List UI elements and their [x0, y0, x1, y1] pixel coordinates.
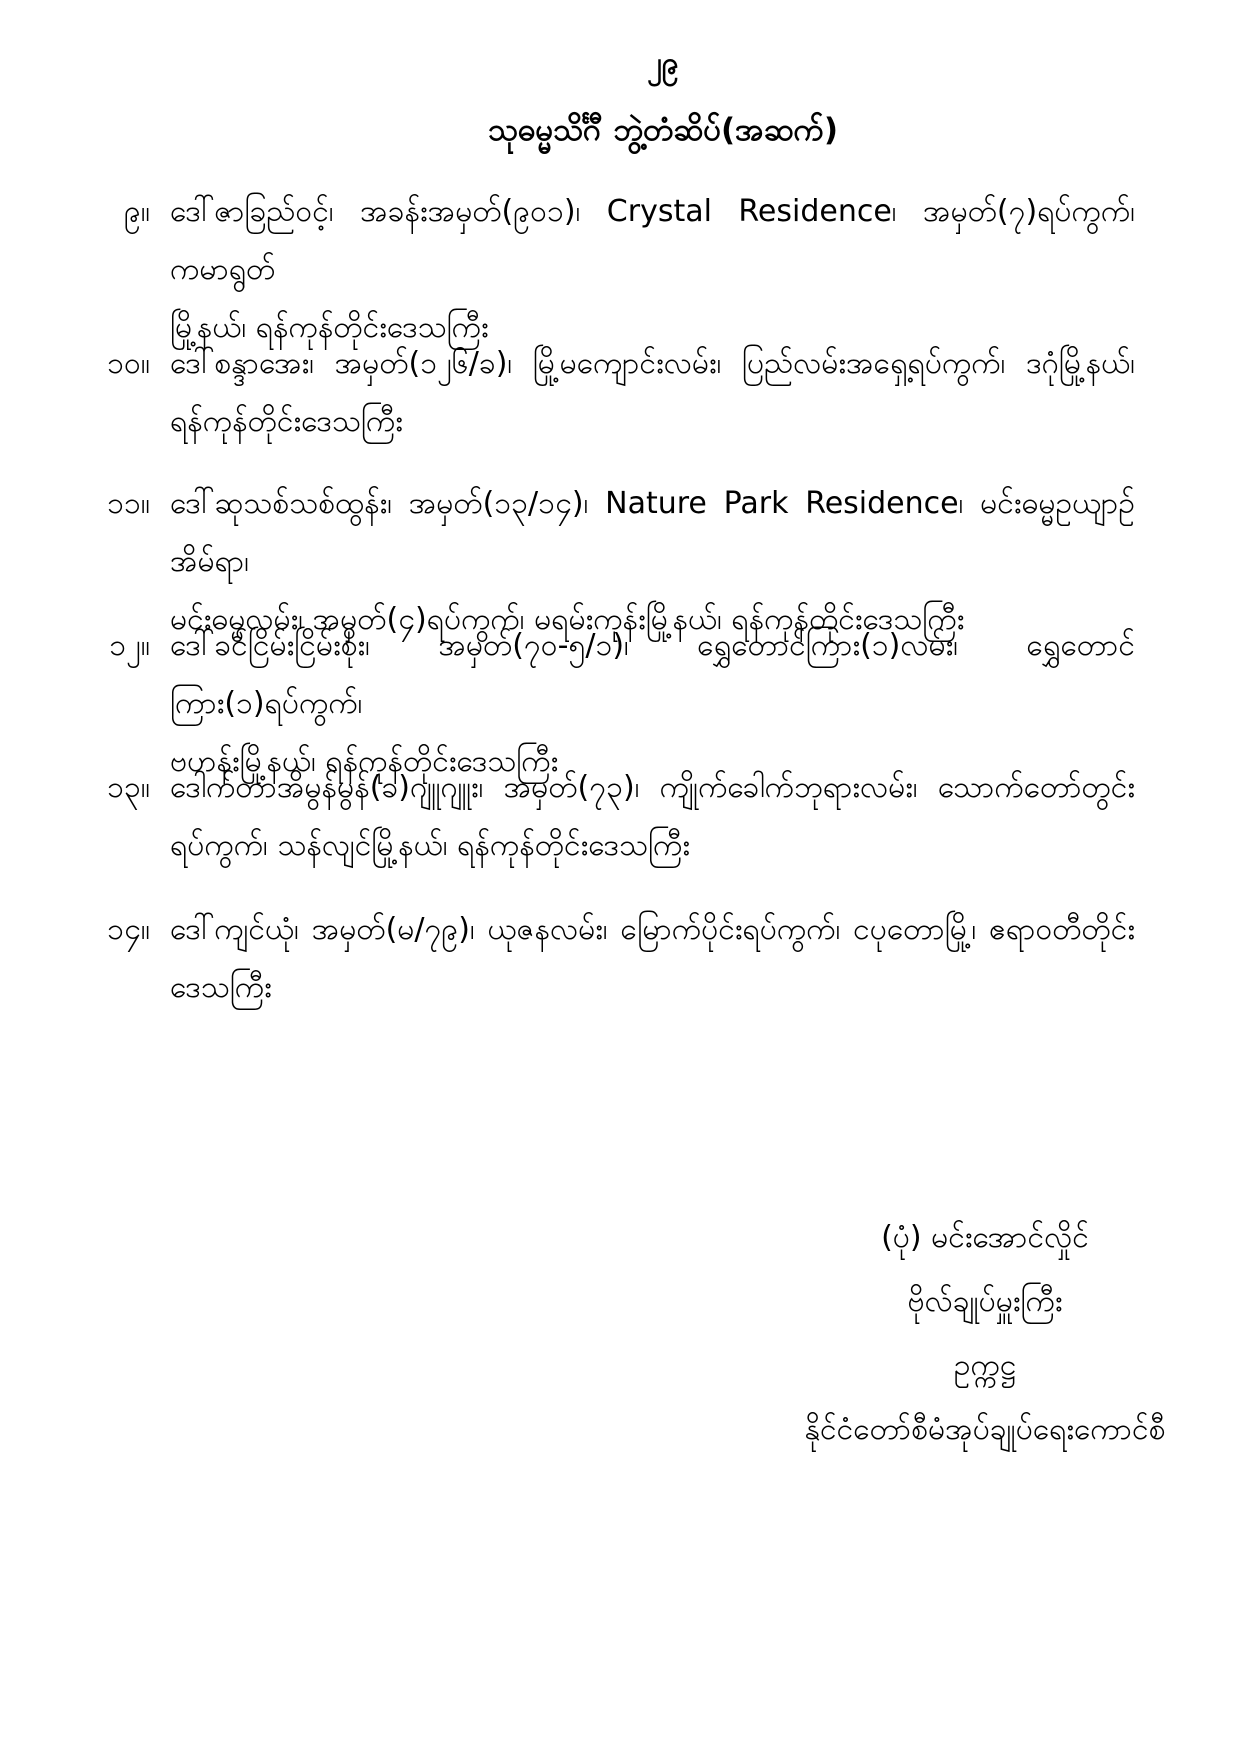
item-number: ၉။ [124, 194, 150, 229]
item-number: ၁၂။ [109, 628, 150, 663]
item-text-line: ရန်ကုန်တိုင်းဒေသကြီး [170, 404, 403, 439]
page-number: ၂၉ [647, 46, 679, 81]
signature-position: ဥက္ကဋ္ဌ [953, 1348, 1017, 1383]
item-text [170, 901, 1135, 1017]
signature-name: (ပုံ) မင်းအောင်လှိုင် [881, 1220, 1089, 1255]
list-item [0, 901, 1241, 1017]
list-item [0, 183, 1241, 357]
item-text-line: ရပ်ကွက်၊ သန်လျင်မြို့နယ်၊ ရန်ကုန်တိုင်းဒေသကြီး [170, 828, 690, 863]
item-number: ၁၄။ [107, 912, 150, 947]
document-title: သုဓမ္မသိင်္ဂီ ဘွဲ့တံဆိပ်(အဆက်) [487, 112, 839, 148]
item-text-line: ဒေါ်ခင်ငြိမ်းငြိမ်းစိုး၊ အမှတ်(၇၀-၅/၁)၊ ရွှေတောင်ကြား(၁)လမ်း၊ ရွှေတောင်ကြား(၁)ရပ်ကွက်၊ [170, 628, 1135, 721]
item-text-line: မြို့နယ်၊ ရန်ကုန်တိုင်းဒေသကြီး [170, 310, 489, 345]
item-text [170, 335, 1135, 451]
item-text-line: ဗဟန်းမြို့နယ်၊ ရန်ကုန်တိုင်းဒေသကြီး [170, 744, 559, 779]
item-text-line: ဒေါက်တာအိမွန်မွန်(ခ)ဂျူဂျူး၊ အမှတ်(၇၃)၊ ကျိုက်ခေါက်ဘုရားလမ်း၊ သောက်တော်တွင်း [170, 770, 1135, 805]
item-text-line: ဒေါ်စန္ဒာအေး၊ အမှတ်(၁၂၆/ခ)၊ မြို့မကျောင်းလမ်း၊ ပြည်လမ်းအရှေ့ရပ်ကွက်၊ ဒဂုံမြို့နယ်၊ [170, 346, 1135, 381]
item-text-line: ဒေါ်ဆုသစ်သစ်ထွန်း၊ အမှတ်(၁၃/၁၄)၊ Nature Park Residence၊ မင်းဓမ္မဥယျာဉ်အိမ်ရာ၊ [170, 486, 1135, 579]
item-text-line: ဒေါ်ကျင်ယုံ၊ အမှတ်(မ/၇၉)၊ ယုဇနလမ်း၊ မြောက်ပိုင်းရပ်ကွက်၊ ငပုတောမြို့၊ ဧရာဝတီတိုင်း [170, 912, 1135, 947]
item-text [170, 183, 1135, 357]
list-item [0, 335, 1241, 451]
signature-organization: နိုင်ငံတော်စီမံအုပ်ချုပ်ရေးကောင်စီ [804, 1412, 1166, 1447]
item-text-line: မင်းဓမ္မလမ်း၊ အမှတ်(၄)ရပ်ကွက်၊ မရမ်းကုန်းမြို့နယ်၊ ရန်ကုန်တိုင်းဒေသကြီး [170, 602, 965, 637]
item-number: ၁၁။ [107, 486, 150, 521]
item-number: ၁၃။ [107, 770, 150, 805]
item-text-line: ဒေါ်ဇာခြည်ဝင့်၊ အခန်းအမှတ်(၉၀၁)၊ Crystal Residence၊ အမှတ်(၇)ရပ်ကွက်၊ ကမာရွတ် [170, 194, 1135, 287]
signature-block [735, 1206, 1235, 1462]
item-number: ၁၀။ [107, 346, 150, 381]
item-text-line: ဒေသကြီး [170, 970, 272, 1005]
item-text [170, 759, 1135, 875]
signature-rank: ဗိုလ်ချုပ်မှူးကြီး [907, 1284, 1063, 1319]
list-item [0, 759, 1241, 875]
